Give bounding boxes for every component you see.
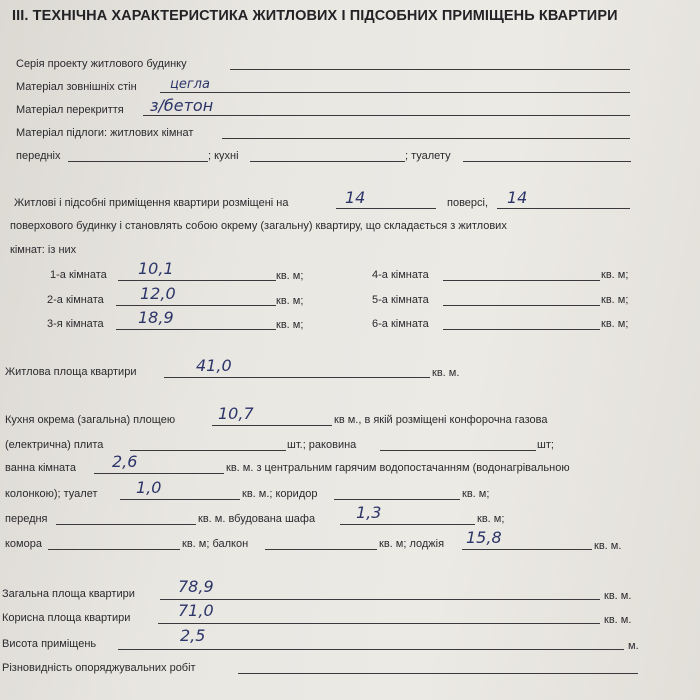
ceiling-value: з/бетон [150, 96, 214, 115]
room-6-label: 6-а кімната [372, 318, 429, 330]
toilet-line [463, 161, 631, 162]
toilet-area-value: 1,0 [136, 478, 162, 497]
floor-number-line [336, 208, 436, 209]
loggia-value: 15,8 [466, 528, 502, 547]
hall-area-label: передня [5, 513, 48, 525]
kitchen-area-suffix: кв м., в якій розміщені конфорочна газова [334, 414, 548, 426]
corridor-line [334, 499, 460, 500]
walls-line [160, 92, 630, 93]
walls-value: цегла [170, 77, 210, 92]
living-line [164, 377, 430, 378]
bath-label: ванна кімната [5, 462, 76, 474]
toilet-label: ; туалету [405, 150, 451, 162]
storage-label: комора [5, 538, 42, 550]
room-1-line [118, 280, 276, 281]
stove-line [130, 450, 286, 451]
hall-label: передніх [16, 150, 61, 162]
kitchen-label: ; кухні [208, 150, 239, 162]
floor-number-value: 14 [345, 188, 366, 207]
loggia-label: кв. м; лоджія [379, 538, 445, 550]
room-4-line [443, 280, 600, 281]
bath-suffix: кв. м. з центральним гарячим водопостачанням (водонагрівальною [226, 462, 570, 474]
useful-area-value: 71,0 [178, 601, 214, 620]
room-2-line [116, 305, 276, 306]
boiler-label: колонкою); туалет [5, 488, 98, 500]
floors-total-line [497, 208, 630, 209]
finish-label: Різновидність опоряджувальних робіт [2, 662, 196, 674]
balcony-label: кв. м; балкон [182, 538, 249, 550]
location-line2: поверхового будинку і становлять собою окрему (загальну) квартиру, що складається з житлових [10, 220, 507, 232]
room-3-value: 18,9 [138, 308, 174, 327]
ceiling-line [143, 115, 630, 116]
ceiling-label: Матеріал перекриття [16, 104, 124, 116]
living-label: Житлова площа квартири [5, 366, 137, 378]
floors-total-value: 14 [507, 188, 528, 207]
room-1-value: 10,1 [138, 259, 174, 278]
height-line [118, 649, 624, 650]
stove-label: (електрична) плита [5, 439, 104, 451]
room-3-unit: кв. м; [276, 319, 304, 331]
room-5-label: 5-а кімната [372, 294, 429, 306]
loggia-line [462, 549, 592, 550]
hall-area-line [56, 524, 196, 525]
total-area-value: 78,9 [178, 577, 214, 596]
useful-area-line [158, 623, 600, 624]
series-line [230, 69, 630, 70]
living-unit: кв. м. [432, 367, 460, 379]
sink-line [380, 450, 536, 451]
series-label: Серія проекту житлового будинку [16, 58, 187, 70]
storage-line [48, 549, 180, 550]
bath-value: 2,6 [112, 452, 138, 471]
kitchen-area-value: 10,7 [218, 404, 254, 423]
location-text: Житлові і підсобні приміщення квартири розміщені на [14, 197, 289, 209]
useful-area-unit: кв. м. [604, 614, 632, 626]
room-1-label: 1-а кімната [50, 269, 107, 281]
wardrobe-label: кв. м. вбудована шафа [198, 513, 316, 525]
living-value: 41,0 [196, 356, 232, 375]
stove-unit: шт.; раковина [287, 439, 357, 451]
height-label: Висота приміщень [2, 638, 97, 650]
room-3-line [116, 329, 276, 330]
floor-label: Матеріал підлоги: житлових кімнат [16, 127, 194, 139]
room-6-unit: кв. м; [601, 318, 629, 330]
balcony-line [265, 549, 377, 550]
finish-line [238, 673, 638, 674]
room-2-label: 2-а кімната [47, 294, 104, 306]
room-5-line [443, 305, 600, 306]
wardrobe-unit: кв. м; [477, 513, 505, 525]
corridor-unit: кв. м; [462, 488, 490, 500]
room-4-label: 4-а кімната [372, 269, 429, 281]
hall-line [68, 161, 208, 162]
total-area-unit: кв. м. [604, 590, 632, 602]
location-mid: поверсі, [447, 197, 489, 209]
useful-area-label: Корисна площа квартири [2, 612, 131, 624]
toilet-area-line [120, 499, 240, 500]
room-1-unit: кв. м; [276, 270, 304, 282]
room-4-unit: кв. м; [601, 269, 629, 281]
floor-line [222, 138, 630, 139]
wardrobe-value: 1,3 [356, 503, 382, 522]
room-6-line [443, 329, 600, 330]
height-value: 2,5 [180, 626, 206, 645]
wardrobe-line [340, 524, 475, 525]
sink-unit: шт; [537, 439, 554, 451]
room-3-label: 3-я кімната [47, 318, 104, 330]
room-5-unit: кв. м; [601, 294, 629, 306]
walls-label: Матеріал зовнішніх стін [16, 81, 137, 93]
total-area-label: Загальна площа квартири [2, 588, 135, 600]
bath-line [94, 473, 224, 474]
kitchen-area-line [212, 425, 332, 426]
section-title: III. ТЕХНІЧНА ХАРАКТЕРИСТИКА ЖИТЛОВИХ І ПІДСОБНИХ ПРИМІЩЕНЬ КВАРТИРИ [12, 8, 618, 24]
loggia-unit: кв. м. [594, 540, 622, 552]
location-line3: кімнат: із них [10, 244, 77, 256]
room-2-value: 12,0 [140, 284, 176, 303]
height-unit: м. [628, 640, 639, 652]
total-area-line [160, 599, 600, 600]
room-2-unit: кв. м; [276, 295, 304, 307]
corridor-label: кв. м.; коридор [242, 488, 318, 500]
kitchen-line [250, 161, 405, 162]
kitchen-area-label: Кухня окрема (загальна) площею [5, 414, 176, 426]
